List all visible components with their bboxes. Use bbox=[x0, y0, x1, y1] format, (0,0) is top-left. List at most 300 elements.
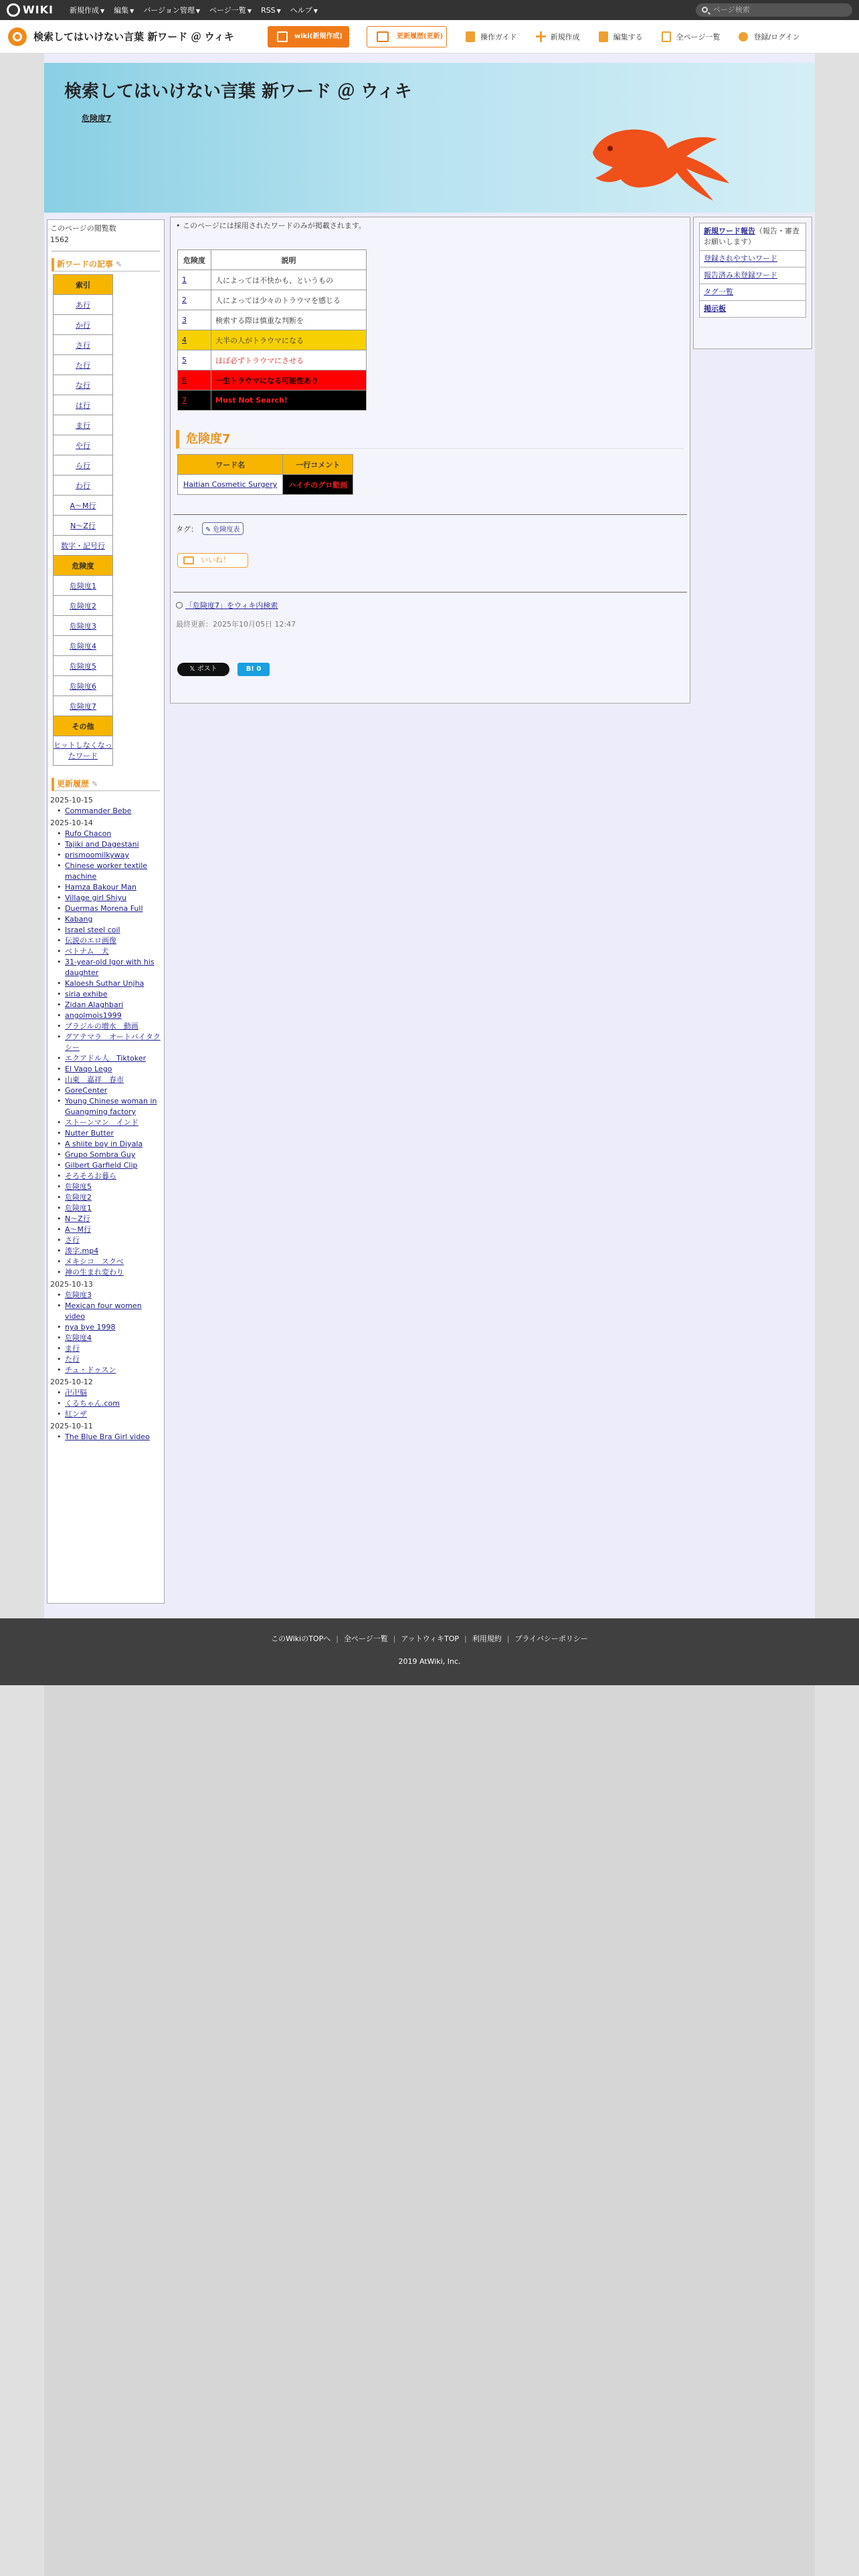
plus-icon bbox=[536, 31, 545, 42]
right-sidebar bbox=[693, 217, 812, 349]
history-item-link[interactable]: Kabang bbox=[65, 915, 93, 924]
history-item-link[interactable]: 危険度4 bbox=[65, 1333, 92, 1342]
footer bbox=[0, 1618, 859, 1685]
sidebar-nav-row bbox=[54, 736, 113, 766]
edit-icon bbox=[277, 31, 288, 42]
sidebar-nav-item[interactable] bbox=[54, 616, 113, 636]
danger-desc-cell: ほぼ必ずトラウマにさせる bbox=[211, 350, 367, 370]
history-item-link[interactable]: Hamza Bakour Man bbox=[65, 883, 136, 891]
sidebar-nav-item[interactable] bbox=[54, 596, 113, 616]
inbox-icon bbox=[377, 31, 389, 42]
sidebar-nav-row bbox=[54, 676, 113, 696]
history-item bbox=[56, 1354, 161, 1365]
history-date: 2025-10-13 bbox=[50, 1280, 93, 1289]
history-list bbox=[56, 829, 161, 1278]
sidebar-nav-item[interactable] bbox=[54, 415, 113, 435]
sidebar-nav-label: さ行 bbox=[76, 340, 90, 350]
sidebar-nav-row bbox=[54, 395, 113, 415]
history-item bbox=[56, 1398, 161, 1409]
nav-guide-label: 操作ガイド bbox=[480, 33, 517, 41]
sidebar-nav-row bbox=[54, 656, 113, 676]
articles-section-header bbox=[52, 258, 160, 272]
history-item bbox=[56, 893, 161, 903]
sidebar-nav-label: は行 bbox=[76, 401, 90, 410]
nav-new[interactable] bbox=[536, 31, 580, 42]
menu-edit-label: 編集 bbox=[114, 6, 129, 15]
menu-pages-label: ページ一覧 bbox=[209, 6, 246, 15]
history-list bbox=[56, 1388, 161, 1420]
sidebar-nav-item[interactable] bbox=[54, 335, 113, 355]
sidebar-nav-row bbox=[54, 576, 113, 596]
nav-edit[interactable] bbox=[599, 31, 643, 42]
hatena-bookmark-button[interactable]: B! 0 bbox=[237, 663, 270, 676]
right-menu-item bbox=[700, 284, 805, 301]
history-item bbox=[56, 839, 161, 850]
adoption-note: • このページには採用されたワードのみが掲載されます。 bbox=[176, 220, 366, 231]
view-counter bbox=[47, 220, 164, 248]
history-item-link[interactable]: 紅ンザ bbox=[65, 1410, 87, 1418]
sidebar-nav-item[interactable] bbox=[54, 696, 113, 716]
sidebar-nav-label: 危険度3 bbox=[70, 621, 96, 631]
right-menu-item bbox=[700, 251, 805, 267]
caret-down-icon: ▼ bbox=[247, 8, 252, 14]
danger-row bbox=[178, 330, 367, 350]
menu-pages[interactable] bbox=[209, 5, 252, 15]
site-name-link[interactable]: 検索してはいけない言葉 新ワード ＠ ウィキ bbox=[33, 31, 234, 43]
like-button[interactable] bbox=[177, 553, 248, 568]
sidebar-nav-item[interactable] bbox=[54, 576, 113, 596]
danger-header-level: 危険度 bbox=[178, 250, 211, 270]
nav-all-pages[interactable] bbox=[662, 31, 721, 42]
sidebar-nav-item[interactable] bbox=[54, 636, 113, 656]
history-item bbox=[56, 1117, 161, 1128]
wiki-icon[interactable] bbox=[8, 27, 27, 46]
caret-down-icon: ▼ bbox=[100, 8, 105, 14]
page-container bbox=[44, 53, 815, 2576]
nav-guide[interactable] bbox=[466, 31, 517, 42]
pencil-icon[interactable]: ✎ bbox=[116, 260, 122, 269]
sidebar-nav-item[interactable] bbox=[54, 375, 113, 395]
logo-ring-icon bbox=[7, 3, 20, 17]
history-item-link[interactable]: Young Chinese woman in Guangming factory bbox=[65, 1097, 157, 1116]
history-item bbox=[56, 861, 161, 882]
footer-links bbox=[0, 1633, 859, 1644]
history-item bbox=[56, 903, 161, 914]
history-item-link[interactable]: チュ・ドゥスン bbox=[65, 1366, 116, 1374]
history-item-link[interactable]: 卍卍脳 bbox=[65, 1388, 87, 1397]
right-menu-suffix: （報告・審査お願いします） bbox=[704, 227, 799, 246]
right-menu-link[interactable]: 新規ワード報告 bbox=[704, 227, 755, 235]
danger-desc-cell: Must Not Search! bbox=[211, 391, 367, 411]
sidebar-nav-row bbox=[54, 375, 113, 395]
x-logo-icon: 𝕏 bbox=[189, 665, 197, 673]
nav-login-label: 登録/ログイン bbox=[753, 33, 800, 41]
caret-down-icon: ▼ bbox=[276, 7, 281, 14]
divider bbox=[173, 514, 687, 515]
history-item-link[interactable]: A shiite boy in Diyala bbox=[65, 1140, 143, 1148]
history-item bbox=[56, 989, 161, 1000]
sidebar-nav-label: や行 bbox=[76, 441, 90, 450]
danger-level-link[interactable]: 6 bbox=[182, 376, 187, 385]
wiki-header-bar bbox=[0, 20, 859, 53]
history-item bbox=[56, 1053, 161, 1064]
sidebar-nav-table bbox=[53, 274, 113, 766]
right-menu-item bbox=[700, 223, 805, 251]
history-item-link[interactable]: El Vaqo Lego bbox=[65, 1065, 112, 1073]
history-item bbox=[56, 1246, 161, 1257]
sidebar-nav-row bbox=[54, 536, 113, 556]
atwiki-logo[interactable] bbox=[7, 3, 62, 17]
sidebar-nav-label: 危険度4 bbox=[70, 641, 96, 651]
history-item bbox=[56, 1085, 161, 1096]
sidebar-nav-item[interactable] bbox=[54, 516, 113, 536]
sidebar-nav-item[interactable] bbox=[54, 355, 113, 375]
wiki-title[interactable]: 検索してはいけない言葉 新ワード ＠ ウィキ bbox=[64, 82, 412, 102]
danger-level-cell bbox=[178, 391, 211, 411]
history-item bbox=[56, 1000, 161, 1010]
sidebar-nav-item[interactable] bbox=[54, 455, 113, 475]
history-item-link[interactable]: ブラジルの増水 動画 bbox=[65, 1022, 138, 1031]
tag-label: 危険度表 bbox=[213, 526, 240, 534]
sidebar-nav-row bbox=[54, 496, 113, 516]
last-updated: 最終更新：2025年10月05日 12:47 bbox=[176, 620, 296, 629]
caret-down-icon: ▼ bbox=[195, 8, 201, 14]
sidebar-nav-label: 危険度5 bbox=[70, 661, 96, 671]
sidebar-nav-label: わ行 bbox=[76, 481, 90, 490]
sidebar-nav-row bbox=[54, 295, 113, 315]
footer-link[interactable]: 全ページ一覧 bbox=[343, 1634, 388, 1643]
update-history bbox=[50, 795, 161, 1442]
history-item-link[interactable]: 湊字.mp4 bbox=[65, 1247, 99, 1255]
nav-login[interactable] bbox=[739, 31, 799, 42]
history-item-link[interactable]: Kaloesh Suthar Unjha bbox=[65, 979, 145, 988]
history-item bbox=[56, 1032, 161, 1053]
danger-row bbox=[178, 270, 367, 290]
history-item-link[interactable]: Tajiki and Dagestani bbox=[65, 840, 139, 849]
menu-new-label: 新規作成 bbox=[70, 6, 99, 15]
sidebar-nav-item[interactable] bbox=[54, 435, 113, 455]
sidebar-nav-label: か行 bbox=[76, 320, 90, 330]
search-icon bbox=[702, 7, 708, 13]
right-menu-link[interactable]: 登録されやすいワード bbox=[704, 254, 777, 263]
history-button[interactable] bbox=[367, 26, 447, 47]
sidebar-nav-item[interactable] bbox=[54, 315, 113, 335]
right-menu-item bbox=[700, 267, 805, 284]
right-menu-link[interactable]: タグ一覧 bbox=[704, 288, 733, 296]
footer-separator: | bbox=[393, 1634, 396, 1643]
sidebar-nav-item[interactable] bbox=[54, 736, 113, 766]
history-item-link[interactable]: ベトナム 犬 bbox=[65, 947, 109, 956]
footer-link[interactable]: 利用規約 bbox=[472, 1634, 502, 1643]
right-menu bbox=[699, 223, 806, 318]
danger-level-cell bbox=[178, 310, 211, 330]
wiki-search-link[interactable]: 「危険度7」をウィキ内検索 bbox=[185, 601, 278, 610]
footer-separator: | bbox=[506, 1634, 510, 1643]
danger-desc-cell: 人によっては少々のトラウマを感じる bbox=[211, 290, 367, 310]
history-date: 2025-10-11 bbox=[50, 1422, 93, 1430]
view-counter-label: このページの閲覧数 bbox=[50, 224, 116, 233]
history-date: 2025-10-15 bbox=[50, 796, 93, 804]
history-item-link[interactable]: エクアドル人 Tiktoker bbox=[65, 1054, 147, 1063]
sidebar-nav-label: 危険度7 bbox=[70, 702, 96, 711]
words-header-comment: 一行コメント bbox=[283, 455, 353, 475]
sidebar-nav-label: た行 bbox=[76, 360, 90, 370]
history-item-link[interactable]: Mexican four women video bbox=[65, 1301, 142, 1321]
history-item-link[interactable]: The Blue Bra Girl video bbox=[65, 1432, 150, 1441]
history-list bbox=[56, 1432, 161, 1442]
history-item bbox=[56, 1128, 161, 1139]
word-comment-cell: ハイチのグロ動画 bbox=[283, 475, 353, 495]
pencil-icon[interactable]: ✎ bbox=[92, 780, 98, 788]
danger-level-link[interactable]: 5 bbox=[182, 356, 187, 364]
footer-separator: | bbox=[336, 1634, 339, 1643]
danger-level-link[interactable]: 4 bbox=[182, 336, 187, 344]
sidebar-nav-row bbox=[54, 275, 113, 295]
history-date: 2025-10-12 bbox=[50, 1378, 93, 1386]
sidebar-nav-row bbox=[54, 475, 113, 496]
word-name-link[interactable]: Haitian Cosmetic Surgery bbox=[183, 480, 278, 489]
sidebar-nav-label: 数字・記号行 bbox=[61, 541, 105, 550]
history-item bbox=[56, 1257, 161, 1267]
caret-down-icon: ▼ bbox=[130, 8, 134, 14]
danger-level-link[interactable]: 7 bbox=[182, 396, 187, 405]
menu-new[interactable] bbox=[70, 5, 104, 15]
history-item-link[interactable]: siria exhibe bbox=[65, 990, 108, 998]
history-item-link[interactable]: angolmois1999 bbox=[65, 1011, 122, 1020]
history-item bbox=[56, 1365, 161, 1376]
sidebar-nav-item[interactable] bbox=[54, 295, 113, 315]
left-sidebar bbox=[47, 219, 165, 1604]
danger-level-link[interactable]: 1 bbox=[182, 276, 187, 284]
history-item-link[interactable]: Israel steel coil bbox=[65, 926, 120, 934]
history-item bbox=[56, 1064, 161, 1075]
danger-level-cell bbox=[178, 330, 211, 350]
sidebar-nav-header bbox=[54, 556, 113, 576]
history-item bbox=[56, 1235, 161, 1246]
sidebar-nav-label: その他 bbox=[72, 722, 94, 731]
history-item bbox=[56, 1333, 161, 1344]
history-item-link[interactable]: 山東 嘉祥 春市 bbox=[65, 1075, 124, 1084]
sidebar-nav-item[interactable] bbox=[54, 395, 113, 415]
sidebar-nav-item[interactable] bbox=[54, 496, 113, 516]
search-placeholder: ページ検索 bbox=[713, 5, 750, 14]
history-list bbox=[56, 806, 161, 817]
history-item bbox=[56, 1182, 161, 1192]
articles-header-label: 新ワードの記事 bbox=[57, 259, 114, 269]
history-item-link[interactable]: Commander Bebe bbox=[65, 807, 132, 815]
content-wrapper bbox=[44, 53, 815, 1618]
history-item-link[interactable]: くるちゃん.com bbox=[65, 1399, 120, 1408]
history-item bbox=[56, 936, 161, 946]
sidebar-nav-header bbox=[54, 275, 113, 295]
history-item-link[interactable]: A～M行 bbox=[65, 1225, 92, 1234]
sidebar-nav-label: ら行 bbox=[76, 461, 90, 470]
menu-help[interactable] bbox=[290, 5, 318, 15]
history-item bbox=[56, 1301, 161, 1322]
danger-level-cell bbox=[178, 350, 211, 370]
goldfish-logo-icon bbox=[586, 114, 733, 205]
history-item-link[interactable]: 伝説のエロ画像 bbox=[65, 936, 116, 945]
danger-level-cell bbox=[178, 270, 211, 290]
pencil-icon bbox=[599, 31, 608, 42]
sidebar-nav-label: 索引 bbox=[76, 280, 90, 290]
menu-edit[interactable] bbox=[114, 5, 134, 15]
history-item-link[interactable]: Village girl Shiyu bbox=[65, 893, 127, 902]
history-item-link[interactable]: Rufo Chacon bbox=[65, 829, 112, 838]
history-item-link[interactable]: Zidan Alaghbari bbox=[65, 1000, 124, 1009]
history-item bbox=[56, 1290, 161, 1301]
word-row bbox=[178, 475, 353, 495]
top-menu bbox=[70, 0, 318, 20]
history-item-link[interactable]: Gilbert Garfield Clip bbox=[65, 1161, 138, 1170]
danger-desc-cell: 大半の人がトラウマになる bbox=[211, 330, 367, 350]
wiki-banner bbox=[44, 63, 815, 213]
right-menu-link[interactable]: 掲示板 bbox=[704, 304, 726, 313]
history-item-link[interactable]: Nutter Butter bbox=[65, 1129, 114, 1138]
danger-row bbox=[178, 370, 367, 391]
danger-level-link[interactable]: 3 bbox=[182, 316, 187, 324]
history-item bbox=[56, 1344, 161, 1354]
sidebar-nav-label: 危険度2 bbox=[70, 601, 96, 611]
history-item bbox=[56, 829, 161, 839]
danger-row bbox=[178, 290, 367, 310]
history-item bbox=[56, 882, 161, 893]
sidebar-nav-header bbox=[54, 716, 113, 736]
danger-header-desc: 説明 bbox=[211, 250, 367, 270]
sidebar-nav-label: あ行 bbox=[76, 300, 90, 310]
right-menu-link[interactable]: 報告済み未登録ワード bbox=[704, 271, 777, 280]
sidebar-nav-item[interactable] bbox=[54, 475, 113, 496]
words-header-name: ワード名 bbox=[178, 455, 283, 475]
sidebar-nav-row bbox=[54, 556, 113, 576]
danger-row bbox=[178, 310, 367, 330]
sidebar-nav-row bbox=[54, 636, 113, 656]
wiki-create-label: wiki(新規作成) bbox=[294, 33, 343, 40]
sidebar-nav-label: N～Z行 bbox=[70, 521, 96, 530]
history-item bbox=[56, 1409, 161, 1420]
history-item-link[interactable]: 31-year-old Igor with his daughter bbox=[65, 958, 155, 977]
thumbs-up-icon bbox=[183, 556, 194, 564]
history-item-link[interactable]: 神の生まれ変わり bbox=[65, 1268, 124, 1277]
search-icon bbox=[176, 602, 183, 609]
history-item-link[interactable]: N～Z行 bbox=[65, 1214, 90, 1223]
sidebar-nav-row bbox=[54, 315, 113, 335]
history-item-link[interactable]: Grupo Sombra Guy bbox=[65, 1150, 136, 1159]
danger-row bbox=[178, 350, 367, 370]
sidebar-nav-row bbox=[54, 355, 113, 375]
history-item bbox=[56, 1203, 161, 1214]
history-item bbox=[56, 1192, 161, 1203]
history-item bbox=[56, 1388, 161, 1398]
sidebar-nav-label: ま行 bbox=[76, 421, 90, 430]
history-button-label: 更新履歴(更新) bbox=[397, 33, 444, 40]
history-item-link[interactable]: Chinese worker textile machine bbox=[65, 861, 148, 881]
history-item-link[interactable]: nya bye 1998 bbox=[65, 1323, 116, 1331]
menu-rss[interactable] bbox=[261, 6, 281, 15]
danger-level-link[interactable]: 2 bbox=[182, 296, 187, 304]
danger-level-cell bbox=[178, 370, 211, 391]
history-item-link[interactable]: prismoomilkyway bbox=[65, 851, 130, 859]
copyright: 2019 AtWiki, Inc. bbox=[398, 1657, 461, 1666]
nav-all-pages-label: 全ページ一覧 bbox=[676, 33, 721, 41]
nav-new-label: 新規作成 bbox=[550, 33, 580, 41]
sidebar-nav-row bbox=[54, 335, 113, 355]
history-item-link[interactable]: た行 bbox=[65, 1355, 80, 1364]
history-list bbox=[56, 1290, 161, 1376]
history-item bbox=[56, 1075, 161, 1085]
like-label: いいね！ bbox=[201, 556, 230, 564]
caret-down-icon: ▼ bbox=[313, 8, 318, 14]
history-section-header bbox=[52, 778, 160, 791]
nav-edit-label: 編集する bbox=[613, 33, 643, 41]
sidebar-nav-row bbox=[54, 696, 113, 716]
history-item bbox=[56, 946, 161, 957]
history-item bbox=[56, 1267, 161, 1278]
footer-link[interactable]: アットウィキTOP bbox=[401, 1634, 460, 1643]
tag-link[interactable]: ✎ 危険度表 bbox=[202, 522, 244, 535]
page-search-input[interactable] bbox=[696, 3, 852, 17]
danger-desc-cell: 人によっては不快かも、というもの bbox=[211, 270, 367, 290]
history-item-link[interactable]: 危険度5 bbox=[65, 1182, 92, 1191]
sidebar-nav-row bbox=[54, 616, 113, 636]
wiki-create-button[interactable] bbox=[268, 26, 349, 47]
history-item bbox=[56, 1150, 161, 1160]
history-item-link[interactable]: 危険度1 bbox=[65, 1204, 92, 1212]
history-item bbox=[56, 1139, 161, 1150]
user-add-icon bbox=[739, 32, 748, 41]
danger-level-table bbox=[177, 249, 367, 411]
x-post-label: ポスト bbox=[197, 665, 217, 673]
history-item-link[interactable]: そろそろお暮ら bbox=[65, 1172, 116, 1180]
history-item bbox=[56, 978, 161, 989]
history-item bbox=[56, 1432, 161, 1442]
sidebar-nav-item[interactable] bbox=[54, 656, 113, 676]
history-item-link[interactable]: GoreCenter bbox=[65, 1086, 108, 1095]
history-item-link[interactable]: さ行 bbox=[65, 1236, 80, 1245]
sidebar-nav-label: な行 bbox=[76, 381, 90, 390]
history-item bbox=[56, 1160, 161, 1171]
menu-version-label: バージョン管理 bbox=[143, 6, 195, 15]
sidebar-nav-row bbox=[54, 435, 113, 455]
history-item bbox=[56, 806, 161, 817]
book-icon bbox=[466, 31, 475, 42]
history-item bbox=[56, 914, 161, 925]
history-item-link[interactable]: ま行 bbox=[65, 1344, 80, 1353]
view-counter-value: 1562 bbox=[50, 235, 69, 244]
divider bbox=[173, 592, 687, 593]
history-item-link[interactable]: Duermas Morena Full bbox=[65, 904, 143, 913]
history-item-link[interactable]: メキシコ スクベ bbox=[65, 1257, 124, 1266]
footer-separator: | bbox=[464, 1634, 467, 1643]
sidebar-nav-item[interactable] bbox=[54, 676, 113, 696]
x-post-button[interactable] bbox=[177, 663, 229, 676]
sidebar-nav-label: 危険度 bbox=[72, 561, 94, 570]
footer-link[interactable]: プライバシーポリシー bbox=[514, 1634, 588, 1643]
footer-link[interactable]: このWikiのTOPへ bbox=[271, 1634, 331, 1643]
breadcrumb[interactable]: 危険度7 bbox=[82, 114, 112, 123]
history-item-link[interactable]: 危険度2 bbox=[65, 1193, 92, 1202]
history-item-link[interactable]: 危険度3 bbox=[65, 1291, 92, 1299]
danger-level-cell bbox=[178, 290, 211, 310]
document-icon bbox=[662, 31, 671, 42]
sidebar-nav-item[interactable] bbox=[54, 536, 113, 556]
history-item-link[interactable]: グアテマラ オートバイタクシー bbox=[65, 1033, 161, 1052]
history-item-link[interactable]: ストーンマン インド bbox=[65, 1118, 138, 1127]
history-item bbox=[56, 1224, 161, 1235]
sidebar-nav-row bbox=[54, 516, 113, 536]
menu-version[interactable] bbox=[143, 5, 200, 15]
history-item bbox=[56, 1214, 161, 1224]
